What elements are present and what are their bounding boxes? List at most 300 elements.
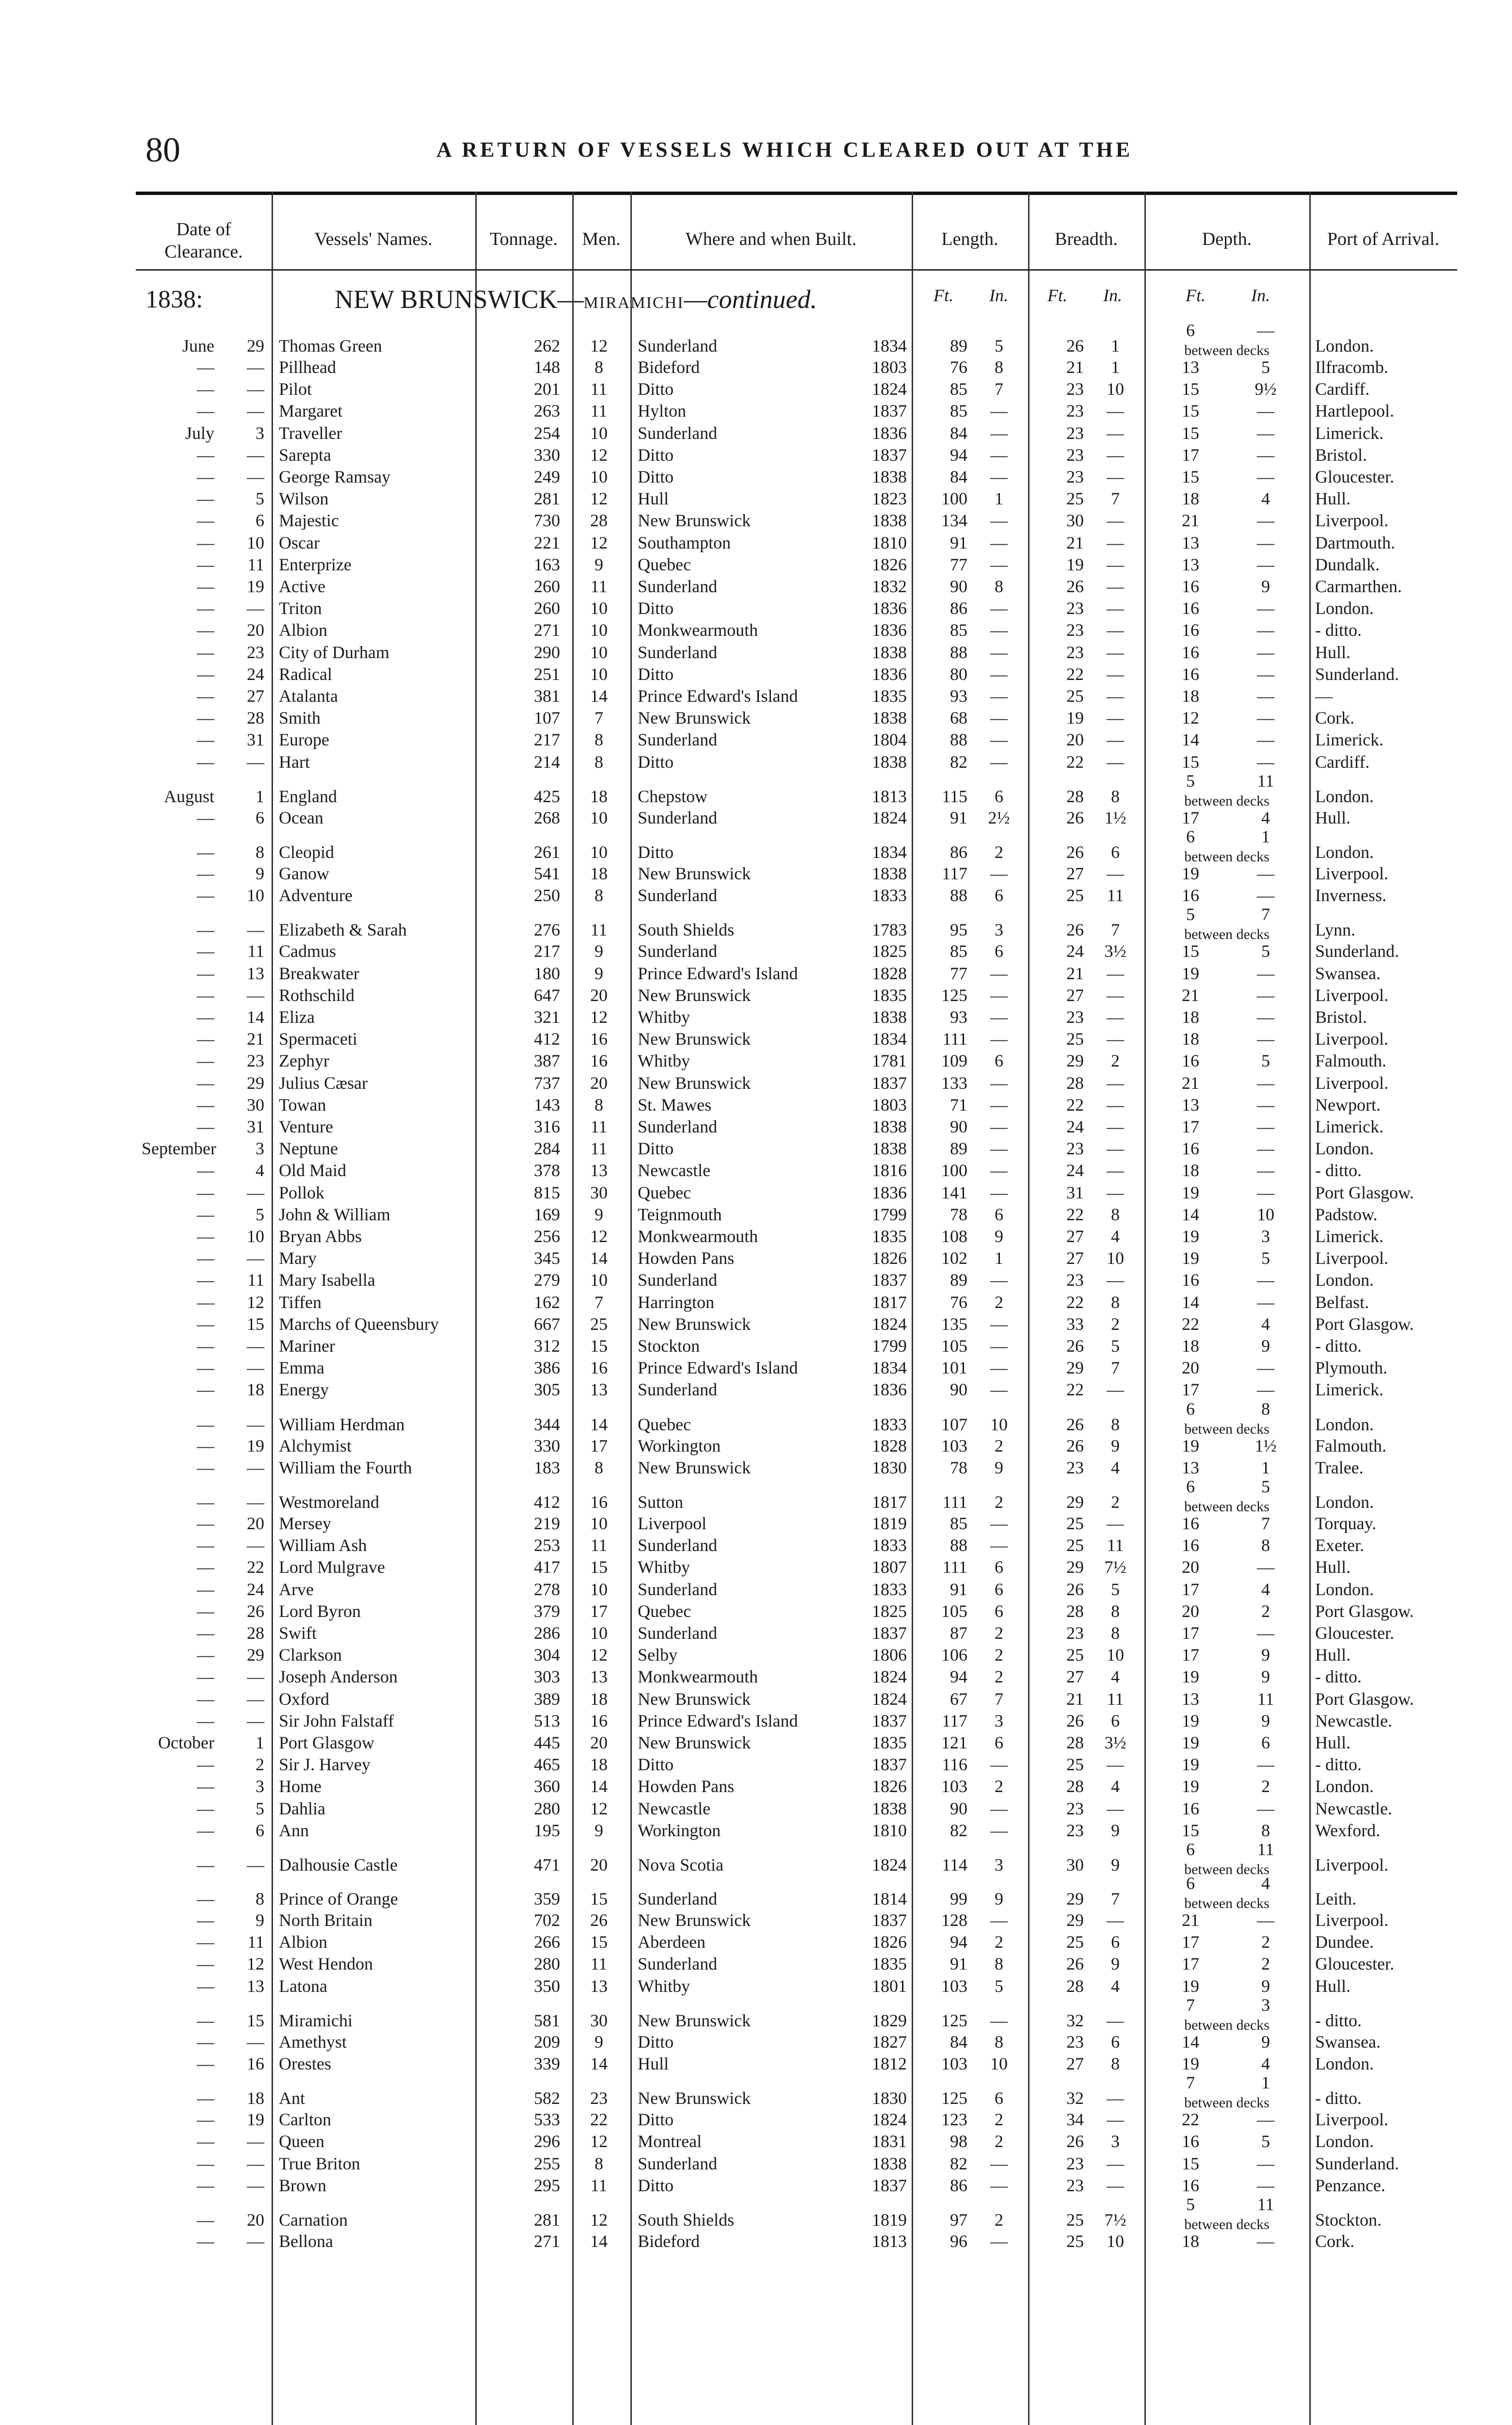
length-in: — — [990, 511, 1008, 531]
date-day: 6 — [256, 511, 264, 531]
built-place: Stockton — [638, 1336, 700, 1356]
length-ft: 135 — [941, 1314, 967, 1334]
length-ft: 89 — [950, 1270, 967, 1290]
date-day: 6 — [256, 808, 264, 827]
built-place: New Brunswick — [638, 1029, 751, 1049]
built-year: 1838 — [872, 1007, 907, 1027]
men: 8 — [595, 752, 603, 772]
men: 16 — [590, 1492, 608, 1512]
date-month: — — [197, 1270, 214, 1290]
depth-ft: 17 — [1182, 1380, 1199, 1400]
vessel-name: Amethyst — [279, 2032, 347, 2052]
vessel-name: Lord Mulgrave — [279, 1557, 385, 1577]
built-place: Whitby — [638, 1557, 690, 1577]
built-year: 1838 — [872, 1117, 907, 1136]
breadth-ft: 25 — [1066, 1029, 1084, 1049]
date-month: — — [197, 1457, 214, 1477]
built-year: 1819 — [872, 1514, 907, 1533]
length-in: 6 — [995, 886, 1003, 905]
date-day: 30 — [247, 1095, 264, 1115]
length-ft: 128 — [941, 1910, 967, 1930]
men: 11 — [590, 401, 608, 421]
vessel-name: William Ash — [279, 1536, 367, 1555]
date-day: — — [247, 1855, 264, 1875]
length-ft: 103 — [941, 2054, 967, 2073]
table-row — [0, 1513, 1512, 1535]
breadth-ft: 23 — [1066, 467, 1084, 486]
date-month: — — [197, 1601, 214, 1621]
length-in: — — [990, 1314, 1008, 1334]
breadth-ft: 25 — [1066, 2231, 1084, 2251]
built-place: Sunderland — [638, 941, 717, 961]
built-place: Ditto — [638, 664, 674, 684]
length-in: 6 — [995, 941, 1003, 961]
length-in: — — [990, 1798, 1008, 1818]
breadth-ft: 26 — [1066, 336, 1084, 356]
built-place: Sunderland — [638, 808, 717, 827]
table-row — [0, 576, 1512, 598]
depth-ft: 15 — [1182, 941, 1199, 961]
depth-in: 4 — [1261, 1314, 1270, 1334]
breadth-ft: 28 — [1066, 1601, 1084, 1621]
col-header-built: Where and when Built. — [685, 229, 857, 249]
built-place: Sunderland — [638, 1117, 717, 1136]
length-ft: 93 — [950, 1007, 967, 1027]
depth-in: 1 — [1261, 1457, 1270, 1477]
length-in: 3 — [995, 920, 1003, 940]
tonnage: 281 — [534, 2210, 560, 2230]
length-in: 5 — [995, 336, 1003, 356]
depth-ft: 6 — [1186, 1874, 1195, 1893]
breadth-in: — — [1107, 708, 1124, 728]
men: 15 — [590, 1889, 608, 1908]
built-year: 1826 — [872, 554, 907, 574]
built-place: Quebec — [638, 1601, 691, 1621]
date-day: — — [247, 1711, 264, 1730]
table-row — [0, 940, 1512, 962]
table-row — [0, 1401, 1512, 1435]
built-place: Monkwearmouth — [638, 1227, 758, 1246]
vessel-name: England — [279, 786, 337, 806]
built-year: 1827 — [872, 2032, 907, 2052]
depth-in: — — [1257, 1910, 1274, 1930]
built-place: Sunderland — [638, 1270, 717, 1290]
table-row — [0, 1313, 1512, 1335]
length-in: 2 — [995, 2132, 1003, 2151]
port-of-arrival: London. — [1315, 1579, 1374, 1599]
date-day: 10 — [247, 533, 264, 552]
tonnage: 513 — [534, 1711, 560, 1730]
continued-note: —continued. — [684, 285, 817, 314]
tonnage: 195 — [534, 1820, 560, 1840]
port-of-arrival: Newport. — [1315, 1095, 1381, 1115]
depth-ft: 14 — [1182, 1204, 1199, 1224]
breadth-ft: 22 — [1066, 1095, 1084, 1115]
depth-in: 7 — [1261, 1514, 1270, 1533]
depth-in: — — [1257, 1798, 1274, 1818]
date-month: — — [197, 752, 214, 772]
length-in: 2 — [995, 1436, 1003, 1455]
depth-in: — — [1257, 642, 1274, 662]
date-day: 5 — [256, 489, 264, 509]
port-of-arrival: Dartmouth. — [1315, 533, 1395, 552]
tonnage: 183 — [534, 1457, 560, 1477]
depth-ft: 16 — [1182, 2132, 1199, 2151]
built-year: 1824 — [872, 808, 907, 827]
length-ft: 134 — [941, 511, 967, 531]
date-day: 31 — [247, 730, 264, 750]
length-ft: 85 — [950, 941, 967, 961]
tonnage: 261 — [534, 842, 560, 862]
breadth-ft: 27 — [1066, 1667, 1084, 1687]
port-of-arrival: - ditto. — [1315, 2088, 1362, 2108]
table-row — [0, 2031, 1512, 2053]
built-place: New Brunswick — [638, 1314, 751, 1334]
breadth-in: 10 — [1107, 1248, 1124, 1268]
built-year: 1833 — [872, 1536, 907, 1555]
table-row — [0, 532, 1512, 554]
tonnage: 260 — [534, 577, 560, 596]
built-year: 1837 — [872, 1755, 907, 1775]
built-place: Sunderland — [638, 1380, 717, 1400]
built-year: 1824 — [872, 1314, 907, 1334]
length-ft: 76 — [950, 1292, 967, 1312]
date-month: — — [197, 1051, 214, 1071]
depth-in: 9 — [1261, 577, 1270, 596]
built-year: 1836 — [872, 1182, 907, 1202]
breadth-ft: 23 — [1066, 2175, 1084, 2195]
length-ft: 125 — [941, 2088, 967, 2108]
date-month: — — [197, 1358, 214, 1378]
unit-in: In. — [1103, 286, 1122, 305]
length-ft: 90 — [950, 577, 967, 596]
port-of-arrival: Hull. — [1315, 642, 1351, 662]
men: 9 — [595, 1820, 603, 1840]
port-of-arrival: Limerick. — [1315, 1380, 1383, 1400]
length-ft: 103 — [941, 1436, 967, 1455]
tonnage: 381 — [534, 686, 560, 706]
length-ft: 103 — [941, 1976, 967, 1996]
built-year: 1824 — [872, 379, 907, 399]
depth-ft: 16 — [1182, 664, 1199, 684]
built-year: 1837 — [872, 1623, 907, 1643]
men: 12 — [590, 1645, 608, 1665]
men: 12 — [590, 2132, 608, 2151]
depth-in: 8 — [1261, 1536, 1270, 1555]
table-row — [0, 378, 1512, 400]
table-row — [0, 510, 1512, 532]
depth-ft: 19 — [1182, 1667, 1199, 1687]
table-row — [0, 554, 1512, 576]
length-in: — — [990, 445, 1008, 465]
date-day: 13 — [247, 963, 264, 983]
depth-in: 9 — [1261, 1645, 1270, 1665]
date-day: — — [247, 752, 264, 772]
depth-in: 5 — [1261, 941, 1270, 961]
vessel-name: Westmoreland — [279, 1492, 380, 1512]
tonnage: 255 — [534, 2153, 560, 2173]
vessel-name: Alchymist — [279, 1436, 352, 1455]
vessel-name: Dahlia — [279, 1798, 325, 1818]
date-month: — — [197, 2132, 214, 2151]
length-ft: 78 — [950, 1204, 967, 1224]
date-day: 11 — [247, 1270, 264, 1290]
built-place: Workington — [638, 1820, 721, 1840]
vessel-name: Margaret — [279, 401, 343, 421]
date-month: — — [197, 730, 214, 750]
men: 14 — [590, 1248, 608, 1268]
date-month: — — [197, 808, 214, 827]
built-place: Ditto — [638, 752, 674, 772]
built-year: 1803 — [872, 357, 907, 377]
breadth-ft: 22 — [1066, 1292, 1084, 1312]
date-day: 23 — [247, 642, 264, 662]
men: 10 — [590, 598, 608, 618]
men: 12 — [590, 1798, 608, 1818]
breadth-in: — — [1107, 730, 1124, 750]
built-year: 1825 — [872, 941, 907, 961]
breadth-ft: 23 — [1066, 1007, 1084, 1027]
port-of-arrival: Liverpool. — [1315, 511, 1388, 531]
breadth-in: 7½ — [1104, 2210, 1126, 2230]
between-decks-note: between decks — [1184, 792, 1270, 809]
built-year: 1838 — [872, 708, 907, 728]
port-of-arrival: Tralee. — [1315, 1457, 1364, 1477]
vessel-name: Mary Isabella — [279, 1270, 375, 1290]
depth-in: — — [1257, 620, 1274, 640]
breadth-ft: 19 — [1066, 554, 1084, 574]
breadth-ft: 28 — [1066, 786, 1084, 806]
vessel-name: Albion — [279, 620, 328, 640]
depth-in: — — [1257, 1161, 1274, 1180]
men: 18 — [590, 1755, 608, 1775]
built-place: Workington — [638, 1436, 721, 1455]
date-month: — — [197, 1820, 214, 1840]
length-in: — — [990, 2175, 1008, 2195]
breadth-in: 7 — [1111, 1358, 1120, 1378]
length-ft: 106 — [941, 1645, 967, 1665]
breadth-ft: 26 — [1066, 842, 1084, 862]
men: 15 — [590, 1932, 608, 1952]
between-decks-note: between decks — [1184, 1861, 1270, 1877]
length-ft: 86 — [950, 842, 967, 862]
tonnage: 201 — [534, 379, 560, 399]
depth-in: 1½ — [1255, 1436, 1277, 1455]
depth-in: 2 — [1261, 1954, 1270, 1974]
built-year: 1831 — [872, 2132, 907, 2151]
col-header-depth: Depth. — [1202, 229, 1252, 249]
date-month: — — [197, 1492, 214, 1512]
men: 10 — [590, 620, 608, 640]
breadth-in: — — [1107, 445, 1124, 465]
port-of-arrival: Hull. — [1315, 808, 1351, 827]
date-month: — — [197, 1073, 214, 1093]
date-month: — — [197, 1436, 214, 1455]
depth-ft: 7 — [1186, 2073, 1195, 2093]
depth-ft: 14 — [1182, 730, 1199, 750]
date-day: 2 — [256, 1755, 264, 1775]
length-in: 8 — [995, 1954, 1003, 1974]
length-ft: 89 — [950, 1139, 967, 1159]
date-month: — — [197, 886, 214, 905]
table-row — [0, 1247, 1512, 1269]
date-month: — — [197, 1536, 214, 1555]
table-row — [0, 466, 1512, 488]
date-day: 1 — [256, 1733, 264, 1752]
built-place: Hylton — [638, 401, 687, 421]
breadth-in: 8 — [1111, 1623, 1120, 1643]
length-in: 6 — [995, 1204, 1003, 1224]
men: 11 — [590, 920, 608, 940]
tonnage: 304 — [534, 1645, 560, 1665]
date-day: 21 — [247, 1029, 264, 1049]
built-place: Sunderland — [638, 886, 717, 905]
built-place: Sutton — [638, 1492, 684, 1512]
port-of-arrival: Port Glasgow. — [1315, 1182, 1414, 1202]
port-of-arrival: Limerick. — [1315, 423, 1383, 443]
length-in: 6 — [995, 1579, 1003, 1599]
length-ft: 71 — [950, 1095, 967, 1115]
date-day: 12 — [247, 1292, 264, 1312]
length-ft: 84 — [950, 423, 967, 443]
length-in: 2 — [995, 842, 1003, 862]
date-day: 23 — [247, 1051, 264, 1071]
vessel-name: Pollok — [279, 1182, 325, 1202]
port-of-arrival: Belfast. — [1315, 1292, 1369, 1312]
men: 11 — [590, 379, 608, 399]
length-in: 2 — [995, 1777, 1003, 1796]
table-row — [0, 1754, 1512, 1776]
breadth-in: 3½ — [1104, 941, 1126, 961]
vessel-name: Carlton — [279, 2110, 331, 2130]
depth-ft: 16 — [1182, 577, 1199, 596]
date-month: — — [197, 2231, 214, 2251]
table-row — [0, 2231, 1512, 2252]
breadth-ft: 23 — [1066, 2153, 1084, 2173]
men: 10 — [590, 664, 608, 684]
depth-in: 8 — [1261, 1399, 1270, 1419]
depth-ft: 13 — [1182, 533, 1199, 552]
breadth-in: 9 — [1111, 1855, 1120, 1875]
port-of-arrival: Penzance. — [1315, 2175, 1385, 2195]
breadth-in: 6 — [1111, 842, 1120, 862]
built-place: New Brunswick — [638, 985, 751, 1005]
date-day: — — [247, 2032, 264, 2052]
breadth-ft: 22 — [1066, 1380, 1084, 1400]
depth-ft: 18 — [1182, 1161, 1199, 1180]
table-row — [0, 1138, 1512, 1160]
table-row — [0, 1953, 1512, 1975]
date-month: — — [197, 1623, 214, 1643]
depth-in: 11 — [1257, 2195, 1274, 2214]
breadth-ft: 25 — [1066, 1755, 1084, 1775]
table-row — [0, 1050, 1512, 1072]
depth-ft: 18 — [1182, 489, 1199, 509]
port-of-arrival: London. — [1315, 598, 1374, 618]
built-place: Ditto — [638, 467, 674, 486]
built-year: 1837 — [872, 1910, 907, 1930]
breadth-ft: 22 — [1066, 752, 1084, 772]
depth-in: 5 — [1261, 2132, 1270, 2151]
men: 12 — [590, 445, 608, 465]
depth-in: 3 — [1261, 1995, 1270, 2015]
date-day: 11 — [247, 554, 264, 574]
col-header-breadth: Breadth. — [1055, 229, 1118, 249]
table-row — [0, 707, 1512, 729]
breadth-ft: 29 — [1066, 1557, 1084, 1577]
vessel-name: Clarkson — [279, 1645, 342, 1665]
length-ft: 111 — [942, 1492, 967, 1512]
table-row — [0, 1435, 1512, 1457]
vessel-name: Swift — [279, 1623, 317, 1643]
breadth-ft: 21 — [1066, 357, 1084, 377]
vessel-name: Prince of Orange — [279, 1889, 398, 1908]
table-row — [0, 729, 1512, 751]
tonnage: 360 — [534, 1777, 560, 1796]
men: 28 — [590, 511, 608, 531]
built-year: 1837 — [872, 1073, 907, 1093]
depth-ft: 17 — [1182, 1623, 1199, 1643]
length-in: — — [990, 2231, 1008, 2251]
table-row — [0, 642, 1512, 663]
date-month: — — [197, 577, 214, 596]
built-place: Sunderland — [638, 2153, 717, 2173]
men: 15 — [590, 1336, 608, 1356]
men: 10 — [590, 808, 608, 827]
table-row — [0, 1116, 1512, 1138]
port-of-arrival: Cork. — [1315, 708, 1354, 728]
depth-ft: 17 — [1182, 1579, 1199, 1599]
length-in: — — [990, 1007, 1008, 1027]
port-of-arrival: London. — [1315, 2054, 1374, 2073]
table-row — [0, 663, 1512, 685]
built-year: 1838 — [872, 511, 907, 531]
tonnage: 647 — [534, 985, 560, 1005]
breadth-ft: 23 — [1066, 620, 1084, 640]
depth-in: — — [1257, 2110, 1274, 2130]
built-place: Sunderland — [638, 577, 717, 596]
date-month: — — [197, 985, 214, 1005]
date-month: — — [197, 467, 214, 486]
depth-in: — — [1257, 401, 1274, 421]
date-month: — — [197, 1514, 214, 1533]
tonnage: 254 — [534, 423, 560, 443]
breadth-ft: 32 — [1066, 2010, 1084, 2030]
date-day: 5 — [256, 1798, 264, 1818]
date-day: — — [247, 1536, 264, 1555]
length-in: — — [990, 1095, 1008, 1115]
length-ft: 91 — [950, 1954, 967, 1974]
breadth-in: — — [1107, 1182, 1124, 1202]
table-row — [0, 1710, 1512, 1732]
depth-in: — — [1257, 533, 1274, 552]
tonnage: 344 — [534, 1414, 560, 1434]
date-month: — — [197, 1161, 214, 1180]
built-year: 1838 — [872, 1139, 907, 1159]
table-row — [0, 1997, 1512, 2031]
length-in: — — [990, 1073, 1008, 1093]
tonnage: 321 — [534, 1007, 560, 1027]
date-month: — — [197, 1292, 214, 1312]
depth-ft: 16 — [1182, 1536, 1199, 1555]
built-year: 1826 — [872, 1932, 907, 1952]
tonnage: 386 — [534, 1358, 560, 1378]
length-in: 6 — [995, 1051, 1003, 1071]
date-month: — — [197, 598, 214, 618]
tonnage: 316 — [534, 1117, 560, 1136]
table-row — [0, 773, 1512, 807]
tonnage: 266 — [534, 1932, 560, 1952]
